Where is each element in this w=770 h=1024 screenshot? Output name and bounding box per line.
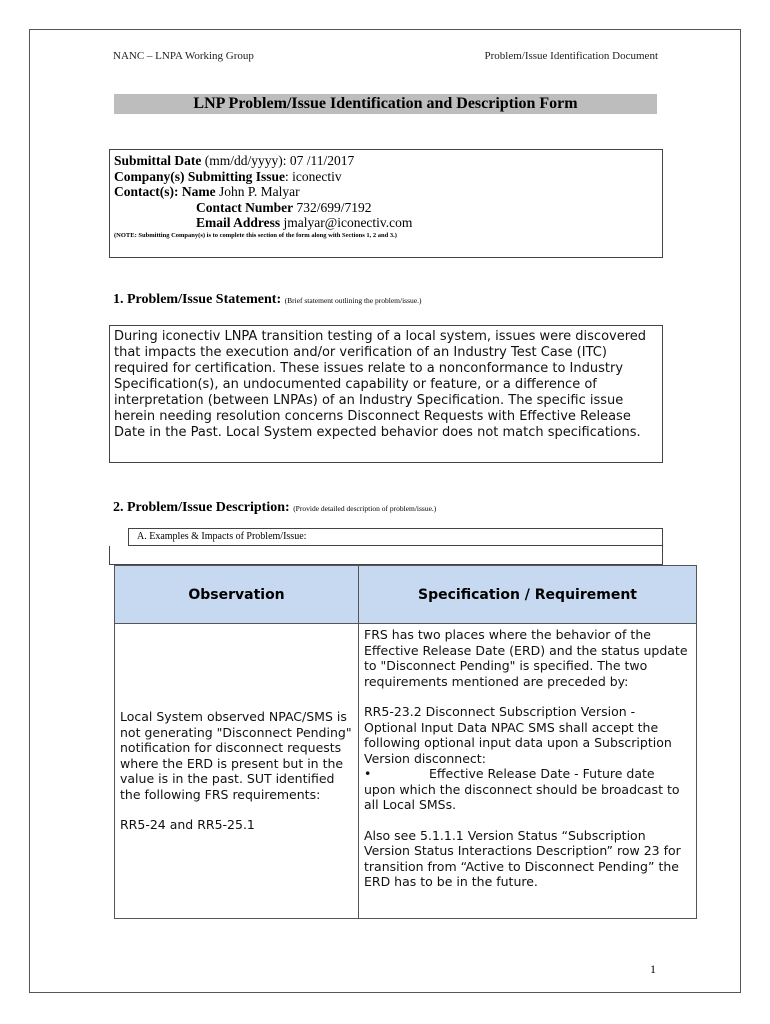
spec-requirement: RR5-23.2 Disconnect Subscription Version - Optional Input Data NPAC SMS shall accept the following optional input data upon a Subscription Version disconnect:: [364, 704, 672, 766]
bullet-icon: •: [364, 766, 372, 781]
observation-requirements: RR5-24 and RR5-25.1: [120, 817, 255, 833]
submittal-box: [109, 149, 663, 258]
spec-bullet-text: Effective Release Date - Future date: [429, 766, 655, 781]
email-label: Email Address: [196, 215, 281, 230]
section2-heading: [113, 500, 436, 516]
subsection-a: A. Examples & Impacts of Problem/Issue:: [128, 528, 663, 546]
company-value: : iconectiv: [285, 168, 342, 184]
submittal-date-line: [114, 153, 662, 169]
observation-header: Observation: [115, 566, 359, 624]
date-value: 07 /11/2017: [289, 153, 355, 168]
problem-statement-box: During iconectiv LNPA transition testing of a local system, issues were discovered that impacts the execution and/or verification of an Industry Test Case (ITC) required for certification. These issues relate to a nonconformance to Industry Specification(s), an undocumented capability or feature, or a difference of interpretation (between LNPAs) of an Industry Specification. The specific issue herein needing resolution concerns Disconnect Requests with Effective Release Date in the Past. Local System expected behavior does not match specifications.: [109, 325, 663, 463]
page-number: 1: [650, 962, 656, 976]
observation-cell: [115, 624, 359, 919]
subsection-a-body: [109, 546, 663, 565]
name-value: John P. Malyar: [215, 184, 300, 199]
contact-label: Contact(s):: [114, 184, 182, 199]
section1-hint: (Brief statement outlining the problem/issue.): [284, 296, 422, 305]
form-title: LNP Problem/Issue Identification and Description Form: [114, 94, 657, 114]
spec-see-also: Also see 5.1.1.1 Version Status “Subscription Version Status Interactions Description” row 23 for transition from “Active to Disconnect Pending” the ERD has to be in the future.: [364, 827, 681, 889]
number-label: Contact Number: [196, 199, 294, 215]
spec-intro: FRS has two places where the behavior of the Effective Release Date (ERD) and the status update to "Disconnect Pending" is specified. The two requirements mentioned are preceded by:: [364, 627, 688, 689]
specification-header: Specification / Requirement: [359, 566, 697, 624]
company-line: [114, 169, 662, 185]
specification-cell: [359, 624, 697, 919]
spec-bullet-continuation: upon which the disconnect should be broadcast to all Local SMSs.: [364, 781, 680, 812]
contact-line: [114, 184, 662, 200]
header-left: NANC – LNPA Working Group: [113, 50, 254, 62]
submittal-note: (NOTE: Submitting Company(s) is to complete this section of the form along with Sections 1, 2 and 3.): [114, 231, 397, 239]
number-value: 732/699/7192: [293, 199, 372, 215]
date-label: Submittal Date: [114, 153, 202, 168]
table-header-row: [115, 566, 697, 624]
observation-text: Local System observed NPAC/SMS is not generating "Disconnect Pending" notification for disconnect requests where the ERD is present but in the value is in the past. SUT identified the following FRS requirements:: [120, 709, 352, 802]
date-format: (mm/dd/yyyy):: [201, 153, 290, 168]
company-label: Company(s) Submitting Issue: [114, 168, 286, 184]
header-right: Problem/Issue Identification Document: [484, 50, 658, 62]
table-row: [115, 624, 697, 919]
document-page: [29, 29, 741, 993]
number-line: [114, 200, 662, 216]
section1-heading: [113, 292, 421, 308]
section2-hint: (Provide detailed description of problem/issue.): [293, 504, 437, 513]
email-line: [114, 215, 662, 231]
section1-title: 1. Problem/Issue Statement:: [113, 292, 282, 307]
observation-table: [114, 565, 697, 919]
email-value: jmalyar@iconectiv.com: [280, 215, 413, 230]
spec-bullet: [364, 766, 691, 782]
section2-title: 2. Problem/Issue Description:: [113, 500, 290, 515]
name-label: Name: [181, 184, 216, 199]
